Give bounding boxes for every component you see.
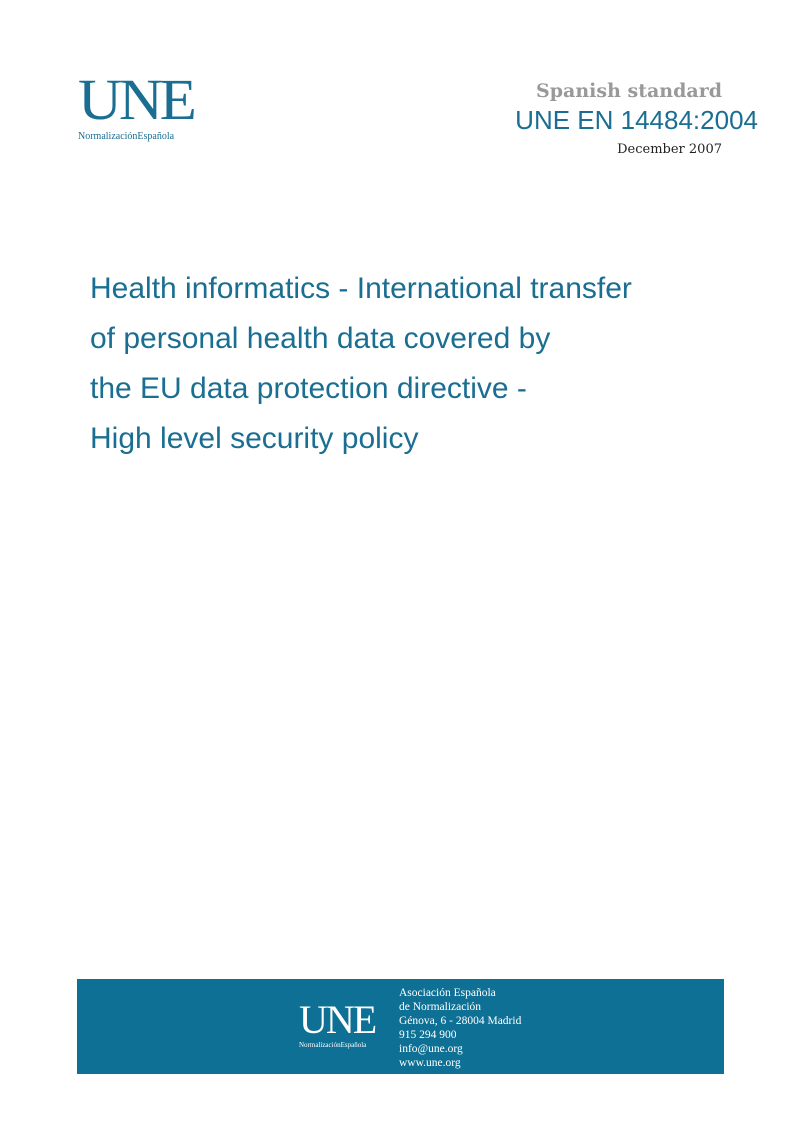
address-line: Génova, 6 - 28004 Madrid — [399, 1015, 522, 1027]
standard-kind: Spanish standard — [536, 80, 722, 102]
title-line: Health informatics - International transfer — [90, 272, 632, 305]
document-title — [90, 264, 730, 464]
address-website: www.une.org — [399, 1057, 461, 1069]
logo-subtitle-part2: Española — [137, 131, 175, 142]
footer-logo-mark: UNE — [299, 997, 376, 1042]
title-line: High level security policy — [90, 422, 419, 455]
title-line: the EU data protection directive - — [90, 372, 527, 405]
footer-logo-subtitle-part2: Española — [340, 1041, 367, 1049]
footer-band — [77, 979, 724, 1074]
address-line: Asociación Española — [399, 987, 496, 999]
standard-date: December 2007 — [617, 142, 722, 157]
address-line: de Normalización — [399, 1001, 482, 1013]
une-logo — [78, 67, 198, 142]
logo-subtitle-part1: Normalización — [78, 131, 138, 142]
footer-address — [399, 986, 521, 1070]
logo-mark: UNE — [78, 67, 194, 132]
footer-logo-subtitle — [299, 1041, 389, 1049]
footer-logo — [299, 997, 389, 1049]
title-line: of personal health data covered by — [90, 322, 551, 355]
standard-header — [515, 78, 758, 162]
address-email: info@une.org — [399, 1043, 463, 1055]
logo-subtitle — [78, 131, 198, 142]
standard-code: UNE EN 14484:2004 — [515, 105, 758, 135]
address-phone: 915 294 900 — [399, 1029, 457, 1041]
footer-logo-subtitle-part1: Normalización — [299, 1041, 341, 1049]
